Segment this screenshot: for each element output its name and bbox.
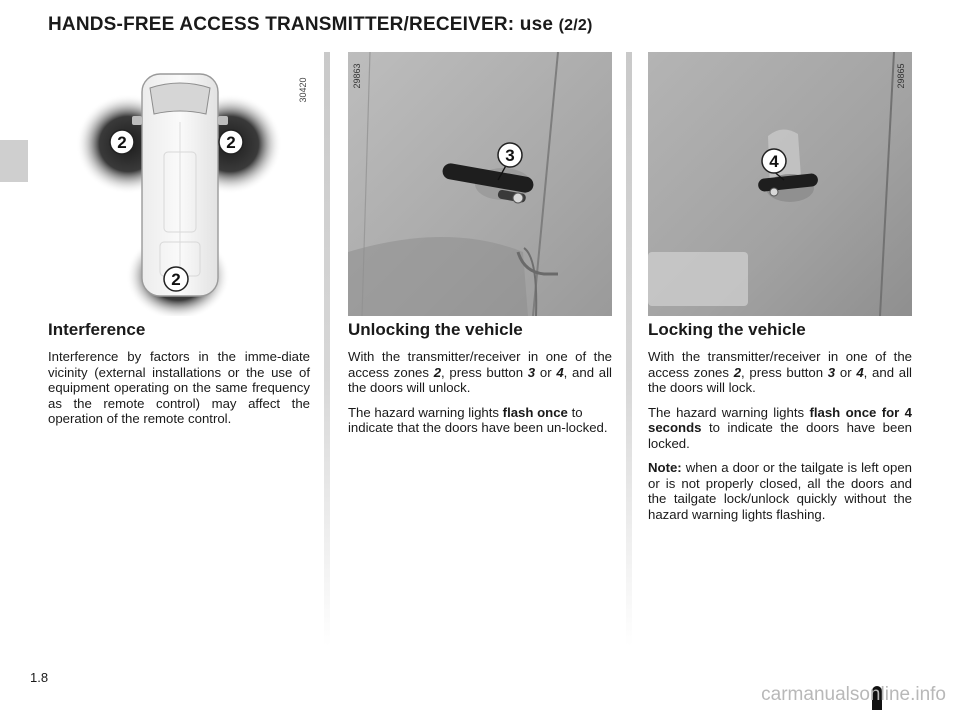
unlocking-paragraph-1: With the transmitter/receiver in one of the access zones 2, press button 3 or 4, and all the doors will unlock. [348,349,612,395]
unlock-handle-figure [348,52,612,316]
watermark-text: carmanualsonline.info [761,684,946,705]
section-tab [0,140,28,182]
interference-section [48,320,310,436]
locking-heading: Locking the vehicle [648,320,806,339]
svg-text:2: 2 [226,133,236,152]
zone-label-left [110,130,134,154]
figure-ref-1: 30420 [298,77,308,103]
lock-handle-figure [648,52,912,316]
interference-body: Interference by factors in the imme-diate vicinity (external installations or the use of equipment operating on the same frequency as the remote control) may affect the operation of the remote control. [48,349,310,426]
unlocking-section [348,320,612,445]
page-number: 1.8 [30,670,49,685]
figure-ref-3: 29865 [896,63,906,89]
page-title: HANDS-FREE ACCESS TRANSMITTER/RECEIVER: use (2/2) [48,14,593,35]
svg-text:2: 2 [171,270,181,289]
page-subtitle: (2/2) [558,17,593,34]
svg-text:3: 3 [505,146,515,165]
svg-text:4: 4 [769,152,779,171]
locking-section [648,320,912,531]
zone-label-right [219,130,243,154]
column-divider-right [626,52,632,647]
svg-text:2: 2 [117,133,127,152]
figure-ref-2: 29863 [352,63,362,89]
interference-heading: Interference [48,320,146,339]
unlocking-heading: Unlocking the vehicle [348,320,523,339]
access-zones-figure [48,52,318,316]
locking-paragraph-2: The hazard warning lights flash once for 4 seconds to indicate the doors have been locked. [648,404,912,451]
zone-label-rear [164,267,188,291]
callout-4 [762,149,786,173]
locking-paragraph-1: With the transmitter/receiver in one of the access zones 2, press button 3 or 4, and all the doors will lock. [648,349,912,395]
van-top-view-icon [132,74,228,296]
locking-note: Note: when a door or the tailgate is left open or is not properly closed, all the doors and the tailgate lock/unlock quickly without the hazard warning lights flashing. [648,460,912,522]
column-divider-left [324,52,330,647]
unlocking-paragraph-2: The hazard warning lights flash once to indicate that the doors have been un-locked. [348,404,608,435]
callout-3 [498,143,522,167]
